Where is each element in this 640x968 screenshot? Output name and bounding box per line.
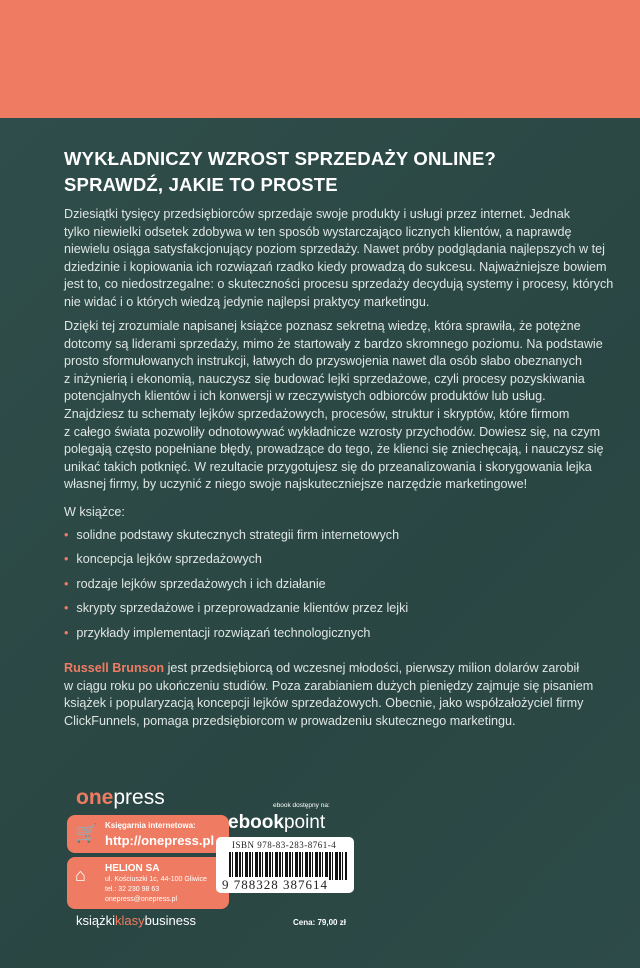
barcode-icon [229, 852, 347, 880]
series-logo [76, 913, 196, 928]
isbn-text: ISBN 978-83-283-8761-4 [232, 840, 337, 850]
text-span: jest przedsiębiorcą od wczesnej młodości, pierwszy milion dolarów zarobił [164, 661, 580, 675]
text-line: niewielu osiąga satysfakcjonujący poziom sprzedaży. Nawet próby podglądania najlepszych w tej [64, 242, 605, 257]
list-item [64, 572, 408, 596]
logo-part: press [113, 786, 165, 809]
intro-paragraph [64, 206, 613, 312]
home-icon: ⌂ [75, 865, 86, 885]
text-line: dotcomy są liderami sprzedaży, mimo że startowały z bardzo skromnego poziomu. Na podstawie [64, 336, 603, 351]
barcode-number: 9 788328 387614 [222, 877, 328, 892]
phone: tel.: 32 230 98 63 [105, 886, 160, 893]
list-item [64, 596, 408, 620]
bullet-icon: • [64, 576, 69, 591]
author-bio [64, 660, 593, 730]
text-line: Znajdziesz tu schematy lejków sprzedażowych, procesów, struktur i skryptów, które firmom [64, 406, 570, 421]
publisher-contact-box [67, 857, 229, 909]
isbn-barcode [216, 837, 354, 893]
text-line: prosto sformułowanych instrukcji, łatwych do przyswojenia nawet dla osób słabo obeznanych [64, 354, 583, 369]
list-item-text: solidne podstawy skutecznych strategii firm internetowych [76, 528, 400, 542]
bullet-icon: • [64, 552, 69, 567]
text-line: z całego świata pozwoliły odnotowywać wykładnicze wzrosty przychodów. Dowiesz się, na czym [64, 424, 601, 439]
text-line: ClickFunnels, pomaga przedsiębiorcom w prowadzeniu skutecznego marketingu. [64, 713, 516, 728]
shop-url-link[interactable]: http://onepress.pl [105, 833, 215, 848]
text-line: Dzięki tej zrozumiale napisanej książce poznasz sekretną wiedzę, która sprawiła, że potężne [64, 319, 581, 333]
text-line: polegają często popełniane błędy, prowadzące do tego, że klienci się zniechęcają, i nauczysz się [64, 442, 604, 457]
list-item [64, 621, 408, 645]
text-line: dziedzinie i kopiowania ich rozwiązań rzadko kiedy prowadzą do sukcesu. Najważniejsze bowiem [64, 259, 607, 274]
text-line: tylko niewielki odsetek zdobywa w ten sposób wystarczająco licznych klientów, a naprawdę [64, 224, 572, 239]
text-line: własnej firmy, by uczynić z niego swoje najskuteczniejsze narzędzie marketingowe! [64, 477, 528, 492]
list-item [64, 547, 408, 571]
list-item-text: rodzaje lejków sprzedażowych i ich działanie [76, 576, 326, 591]
list-item-text: skrypty sprzedażowe i przeprowadzanie klientów przez lejki [76, 601, 409, 616]
description-paragraph [64, 318, 604, 494]
text-line: w ciągu roku po ukończeniu studiów. Poza zarabianiem dużych pieniędzy zajmuje się pisaniem [64, 678, 594, 693]
headline-line: WYKŁADNICZY WZROST SPRZEDAŻY ONLINE? [64, 148, 497, 169]
ebookpoint-logo [228, 812, 325, 834]
headline-line: SPRAWDŹ, JAKIE TO PROSTE [64, 174, 338, 195]
author-name: Russell Brunson [64, 661, 165, 675]
cover-top-band [0, 0, 640, 118]
logo-part: one [76, 786, 114, 809]
address: ul. Kościuszki 1c, 44-100 Gliwice [105, 876, 207, 883]
text-line: nie widać i o których wiedzą jedynie najlepsi praktycy marketingu. [64, 294, 430, 309]
bookstore-box [67, 815, 229, 853]
bullet-icon: • [64, 601, 69, 616]
logo-part: business [144, 913, 196, 928]
text-line: Dziesiątki tysięcy przedsiębiorców sprzedaje swoje produkty i usługi przez internet. Jednak [64, 207, 571, 221]
text-line: książek i popularyzacją koncepcji lejków sprzedażowych. Obecnie, jako współzałożyciel firmy [64, 696, 584, 711]
list-item [64, 523, 408, 547]
text-line: jest to, co niedostrzegalne: o skuteczności procesu sprzedaży decydują systemy i procesy, których [64, 277, 614, 292]
text-line: unikać takich potknięć. W rezultacie przygotujesz się do przeanalizowania i skorygowania lejka [64, 459, 592, 474]
logo-part: point [283, 812, 326, 833]
shop-label: Księgarnia internetowa: [105, 821, 196, 830]
cart-icon: 🛒 [75, 823, 98, 843]
onepress-logo [76, 786, 165, 810]
email: onepress@onepress.pl [105, 896, 178, 903]
logo-part: ebook [228, 812, 284, 833]
list-heading: W książce: [64, 505, 125, 519]
logo-part: klasy [115, 913, 145, 928]
company-name: HELION SA [105, 863, 160, 874]
logo-part: książki [76, 913, 116, 928]
text-line: potencjalnych klientów i ich konwersji w rzeczywistych odbiorców produktów lub usług. [64, 389, 546, 404]
ebook-label: ebook dostępny na: [273, 802, 330, 809]
bullet-icon: • [64, 625, 69, 640]
list-item-text: koncepcja lejków sprzedażowych [76, 552, 262, 567]
price: Cena: 79,00 zł [293, 918, 346, 927]
list-item-text: przykłady implementacji rozwiązań technologicznych [76, 625, 371, 640]
text-line: z inżynierią i ekonomią, nauczysz się budować lejki sprzedażowe, czyli procesy pozyskiwania [64, 371, 585, 386]
contents-list [64, 523, 408, 645]
bullet-icon: • [64, 528, 69, 542]
headline [64, 146, 496, 198]
text-line [64, 660, 593, 678]
